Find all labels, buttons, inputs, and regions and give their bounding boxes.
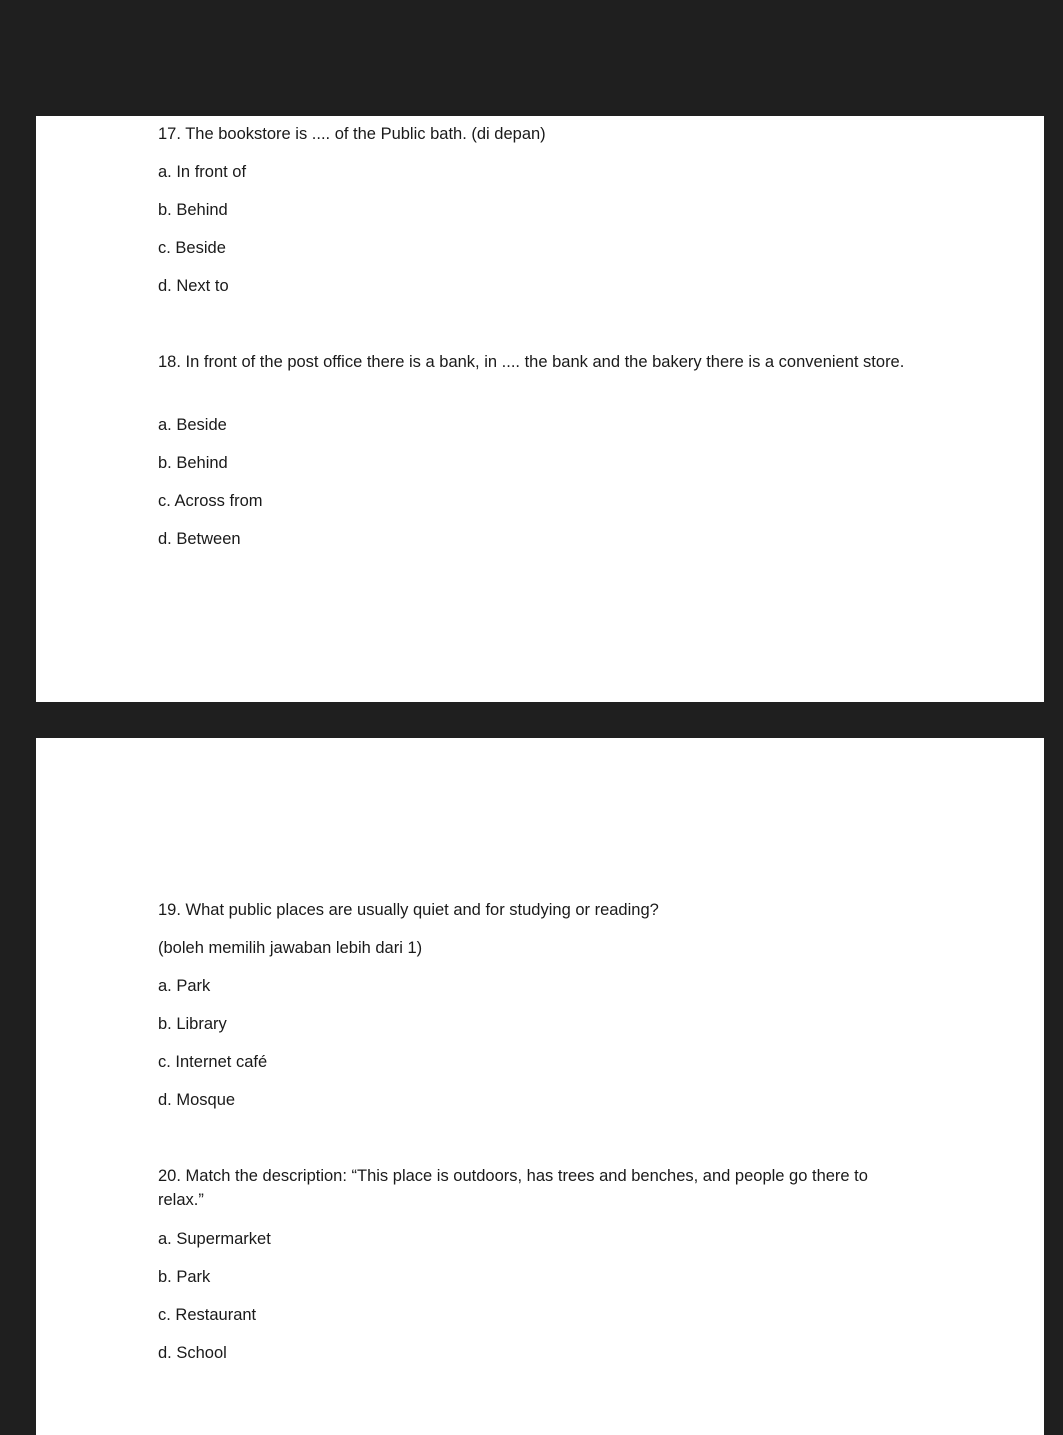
document-page-2 [36,738,1044,1435]
question-17-option-d: d. Next to [158,277,229,295]
question-19-option-d: d. Mosque [158,1091,236,1109]
question-20-option-c: c. Restaurant [158,1306,257,1324]
question-18-text: 18. In front of the post office there is a bank, in .... the bank and the bakery there is a convenient store. [158,353,905,371]
question-17-option-a: a. In front of [158,163,247,181]
question-17-text: 17. The bookstore is .... of the Public bath. (di depan) [158,125,546,143]
question-20-text: 20. Match the description: “This place is outdoors, has trees and benches, and people go there to relax.” [158,1167,868,1209]
question-17-option-c: c. Beside [158,239,226,257]
question-18-option-b: b. Behind [158,454,228,472]
question-20-option-d: d. School [158,1344,227,1362]
question-20-option-b: b. Park [158,1268,211,1286]
question-19-option-b: b. Library [158,1015,227,1033]
document-page-1 [36,116,1044,702]
question-19-option-a: a. Park [158,977,211,995]
question-18-option-d: d. Between [158,530,241,548]
question-19-option-c: c. Internet café [158,1053,268,1071]
question-18-option-a: a. Beside [158,416,227,434]
question-18-option-c: c. Across from [158,492,263,510]
question-19-text: 19. What public places are usually quiet and for studying or reading? [158,901,659,919]
question-19-note: (boleh memilih jawaban lebih dari 1) [158,939,423,957]
question-17-option-b: b. Behind [158,201,228,219]
question-20-option-a: a. Supermarket [158,1230,271,1248]
